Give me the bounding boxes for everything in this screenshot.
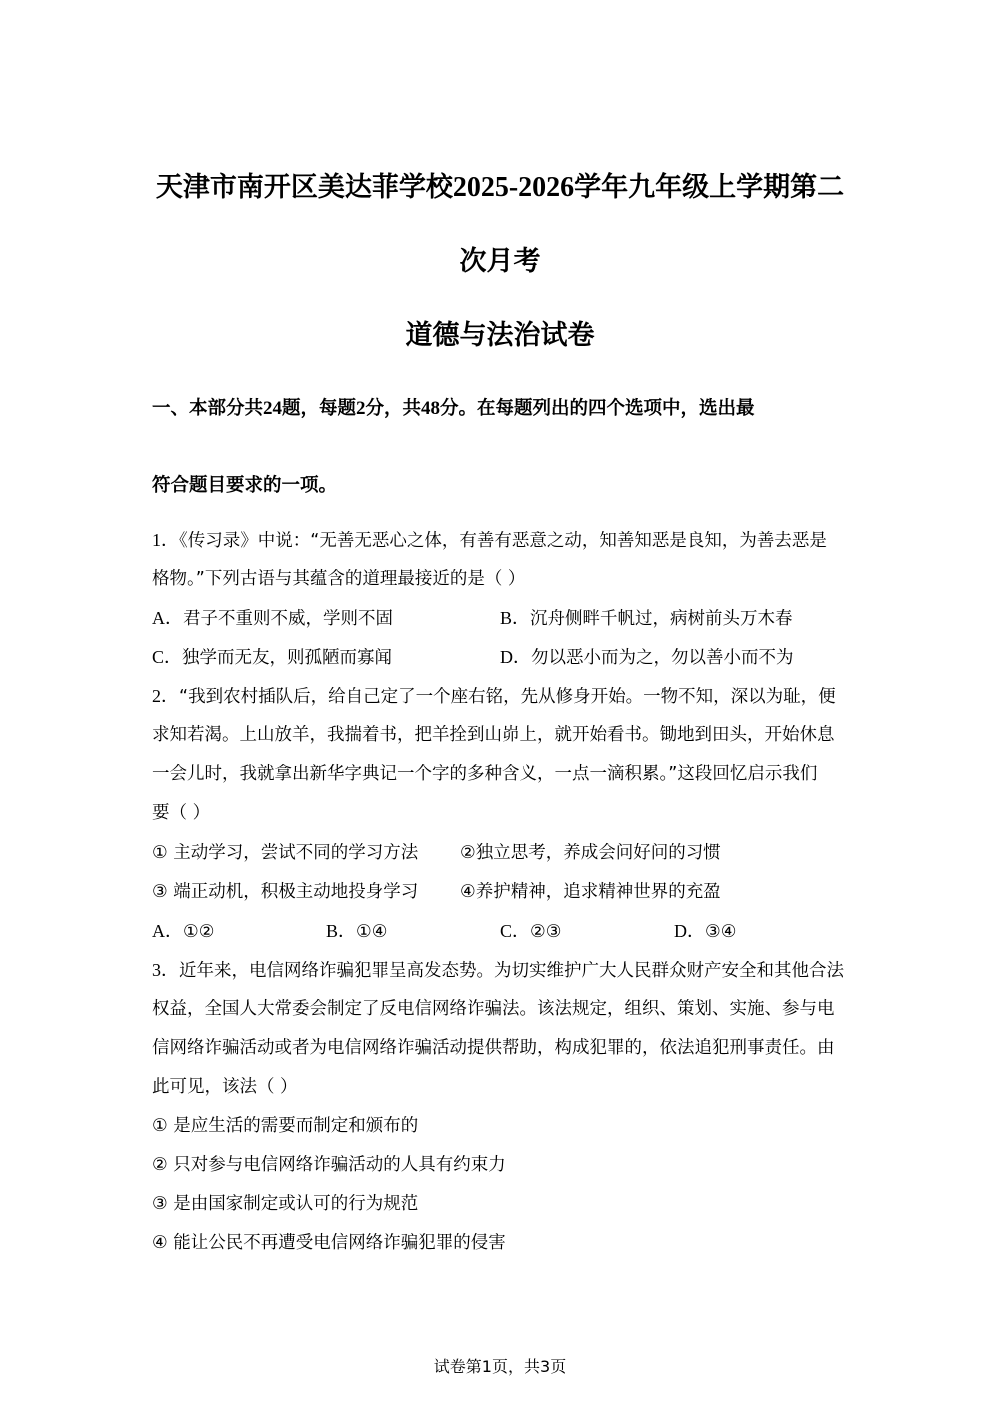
q2-stem-line-4: 要（ ） <box>152 803 211 823</box>
section-heading-line-2: 符合题目要求的一项。 <box>152 475 338 496</box>
q2-stem-line-2: 求知若渴。上山放羊，我揣着书，把羊拴到山峁上，就开始看书。锄地到田头，开始休息 <box>152 725 835 745</box>
q3-stem-line-4: 此可见，该法（ ） <box>152 1077 298 1097</box>
q1-option-c: C．独学而无友，则孤陋而寡闻 <box>152 647 393 668</box>
q3-stem-line-3: 信网络诈骗活动或者为电信网络诈骗活动提供帮助，构成犯罪的，依法追犯刑事责任。由 <box>152 1038 835 1058</box>
exam-title-line-2: 次月考 <box>459 246 541 277</box>
q3-statement-4: ④ 能让公民不再遭受电信网络诈骗犯罪的侵害 <box>152 1233 506 1253</box>
page-footer: 试卷第1页，共3页 <box>433 1357 567 1376</box>
q2-option-b: B．①④ <box>326 921 388 942</box>
q2-option-a: A．①② <box>152 921 215 942</box>
q2-statement-2: ②独立思考，养成会问好问的习惯 <box>460 843 721 863</box>
q1-stem-line-2: 格物。”下列古语与其蕴含的道理最接近的是（ ） <box>152 569 526 589</box>
q3-stem-line-2: 权益，全国人大常委会制定了反电信网络诈骗法。该法规定，组织、策划、实施、参与电 <box>152 999 835 1019</box>
q2-option-c: C．②③ <box>500 921 562 942</box>
q2-stem-line-3: 一会儿时，我就拿出新华字典记一个字的多种含义，一点一滴积累。”这段回忆启示我们 <box>152 764 818 784</box>
q2-option-d: D．③④ <box>674 921 737 942</box>
q1-stem-line-1: 1．《传习录》中说：“无善无恶心之体，有善有恶意之动，知善知恶是良知，为善去恶是 <box>152 530 827 551</box>
q1-option-a: A．君子不重则不威，学则不固 <box>152 608 393 629</box>
q3-statement-3: ③ 是由国家制定或认可的行为规范 <box>152 1194 419 1214</box>
q2-statement-1: ① 主动学习，尝试不同的学习方法 <box>152 843 419 863</box>
q3-statement-2: ② 只对参与电信网络诈骗活动的人具有约束力 <box>152 1155 506 1175</box>
exam-subtitle: 道德与法治试卷 <box>405 320 595 351</box>
q2-statement-3: ③ 端正动机，积极主动地投身学习 <box>152 882 419 902</box>
q1-option-b: B．沉舟侧畔千帆过，病树前头万木春 <box>500 608 793 629</box>
q3-stem-line-1: 3．近年来，电信网络诈骗犯罪呈高发态势。为切实维护广大人民群众财产安全和其他合法 <box>152 960 844 981</box>
q1-option-d: D．勿以恶小而为之，勿以善小而不为 <box>500 647 794 668</box>
exam-title-line-1: 天津市南开区美达菲学校2025-2026学年九年级上学期第二 <box>155 172 845 203</box>
q3-statement-1: ① 是应生活的需要而制定和颁布的 <box>152 1116 419 1136</box>
q2-stem-line-1: 2．“我到农村插队后，给自己定了一个座右铭，先从修身开始。一物不知，深以为耻，便 <box>152 686 836 707</box>
section-heading-line-1: 一、本部分共24题，每题2分，共48分。在每题列出的四个选项中，选出最 <box>152 398 755 419</box>
q2-statement-4: ④养护精神，追求精神世界的充盈 <box>460 882 721 902</box>
